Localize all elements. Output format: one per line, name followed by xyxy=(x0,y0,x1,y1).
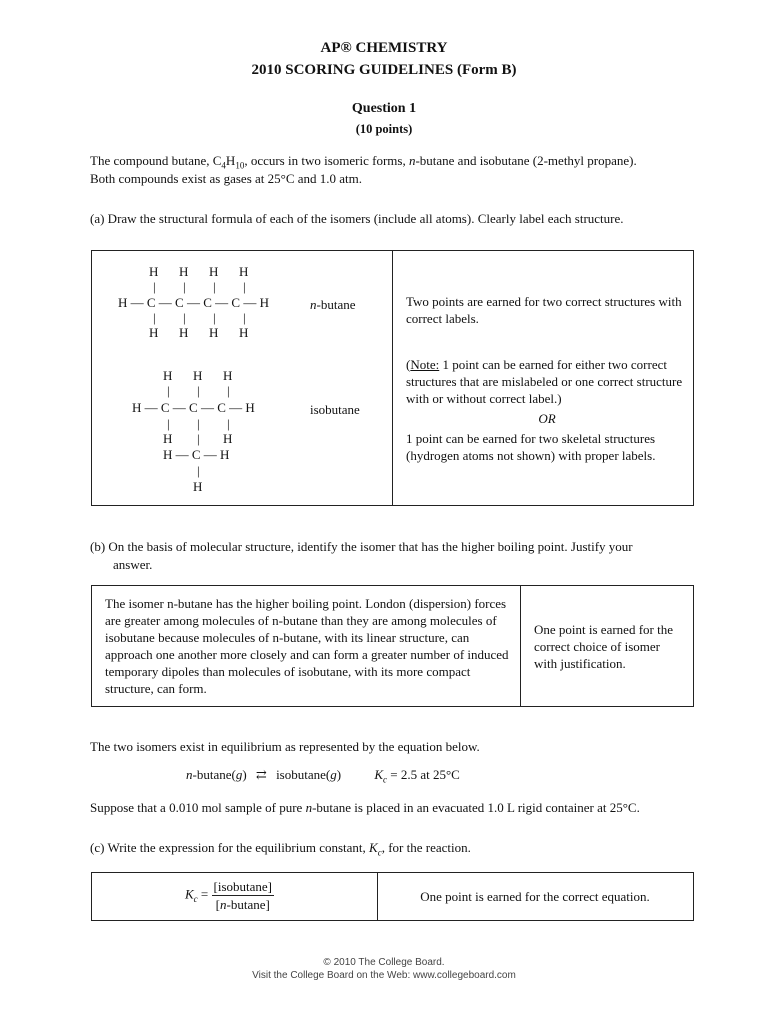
part-a-rubric-or: OR xyxy=(538,411,556,426)
equilibrium-arrow-icon: ⇄ xyxy=(255,767,267,782)
footer-website: Visit the College Board on the Web: www.collegeboard.com xyxy=(252,970,516,981)
page-subtitle: 2010 SCORING GUIDELINES (Form B) xyxy=(251,62,517,78)
part-a-rubric-alt: 1 point can be earned for two skeletal structures (hydrogen atoms not shown) with proper labels. xyxy=(406,431,656,463)
equilibrium-intro: The two isomers exist in equilibrium as represented by the equation below. xyxy=(90,739,480,754)
footer-copyright: © 2010 The College Board. xyxy=(323,957,445,968)
question-title: Question 1 xyxy=(351,101,417,116)
n-butane-label: n-butane xyxy=(310,297,356,312)
part-b-rubric: One point is earned for the correct choice of isomer with justification. xyxy=(534,622,673,671)
part-b-prompt: (b) On the basis of molecular structure, identify the isomer that has the higher boiling point. Justify your answer. xyxy=(90,539,633,572)
intro-paragraph: The compound butane, $C_4H_{10}$, occurs in two isomeric forms, n-butane and isobutane (2-methyl propane). Both compounds exist as gases at 25°C and 1.0 atm. xyxy=(90,153,637,186)
kc-expression: $K_c$ = $\frac{\text{[isobutane]}}{[n-butane]}$ xyxy=(185,879,272,912)
table-divider xyxy=(392,251,393,505)
isobutane-label: isobutane xyxy=(310,402,360,417)
table-divider xyxy=(520,586,521,706)
suppose-paragraph: Suppose that a 0.010 mol sample of pure n-butane is placed in an evacuated 1.0 L rigid container at 25°C. xyxy=(90,800,640,815)
part-b-answer: The isomer n-butane has the higher boiling point. London (dispersion) forces are greater among molecules of n-butane than they are among molecules of isobutane because molecules of n-butane, with its linear structure, can approach one another more closely and can form a greater number of induced temporary dipoles than molecules of isobutane, with its more compact structure, can form. xyxy=(105,596,509,696)
page-title: AP® CHEMISTRY xyxy=(320,40,448,56)
part-a-prompt: (a) Draw the structural formula of each of the isomers (include all atoms). Clearly label each structure. xyxy=(90,211,624,226)
question-points: (10 points) xyxy=(355,122,413,136)
part-a-rubric-main: Two points are earned for two correct structures with correct labels. xyxy=(406,294,682,326)
part-c-rubric: One point is earned for the correct equation. xyxy=(420,889,650,904)
part-a-rubric-note: (Note: 1 point can be earned for either two correct structures that are mislabeled or one correct structure with or without correct label.) xyxy=(406,357,683,406)
equilibrium-equation: n-butane(g) ⇄ isobutane(g) $K_c = 2.5$ at 25°C xyxy=(186,767,460,785)
part-c-prompt: (c) Write the expression for the equilibrium constant, $K_c$, for the reaction. xyxy=(90,840,471,858)
